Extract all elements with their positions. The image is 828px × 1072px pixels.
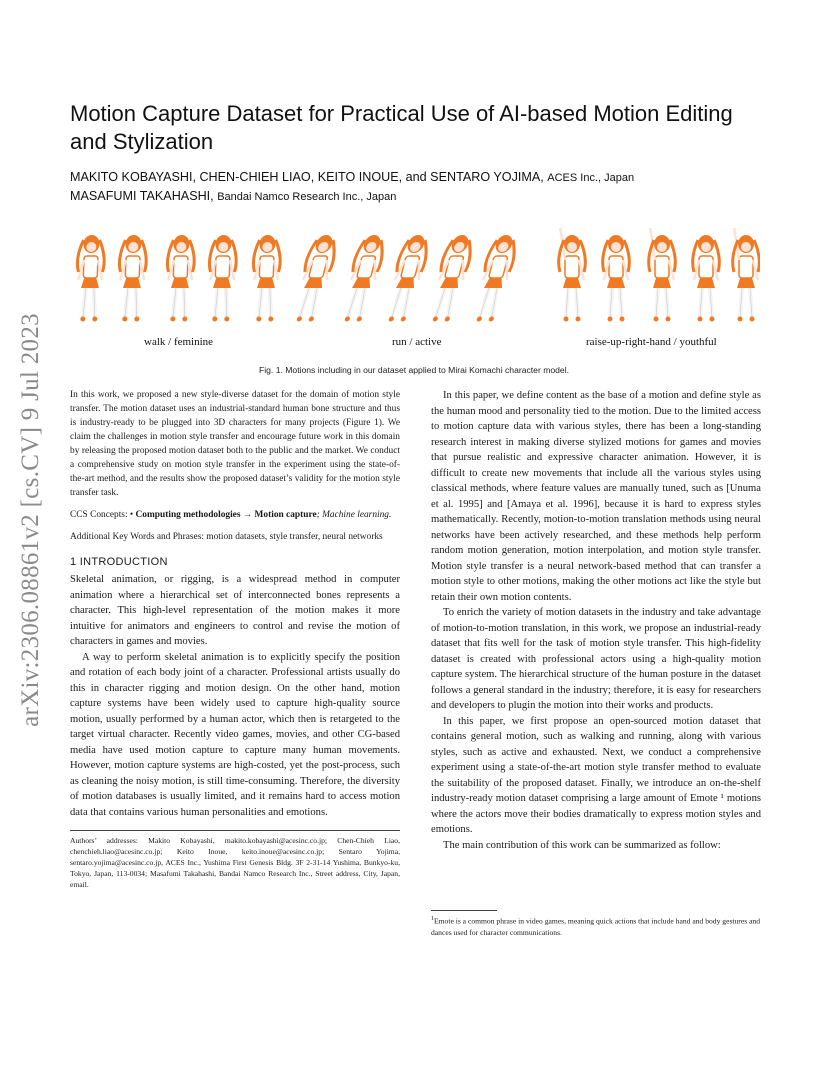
abstract: In this work, we proposed a new style-diverse dataset for the domain of motion style transfer. The motion dataset uses an industrial-standard human bone structure and thus is industry-ready to be plugged into 3D characters for many projects (Figure 1). We claim the challenges in motion style transfer and encourage future work in this domain by releasing the proposed motion dataset both to the public and the market. We conduct a comprehensive study on motion style transfer in the experiment using the state-of-the-art method, and the results show the proposed dataset’s validity for the motion style transfer task. bbox=[70, 390, 400, 498]
authors-address-footnote: Authors’ addresses: Makito Kobayashi, makito.kobayashi@acesinc.co.jp; Chen-Chieh Liao, chenchieh.liao@acesinc.co.jp; Keito Inoue, keito.inoue@acesinc.co.jp; Sentaro Yojima, sentaro.yojima@acesinc.co.jp, ACES Inc., Yushima First Genesis Bldg. 3F 2-31-14 Yushima, Bunkyo-ku, Tokyo, Japan, 113-0034; Masafumi Takahashi, Bandai Namco Research Inc., Street address, City, Japan, email. bbox=[70, 836, 400, 889]
walk-figure bbox=[207, 235, 237, 322]
footnote-divider bbox=[70, 830, 400, 831]
author-names-1: MAKITO KOBAYASHI, CHEN-CHIEH LIAO, KEITO INOUE, and SENTARO YOJIMA, bbox=[70, 170, 544, 184]
walk-figure bbox=[165, 235, 195, 322]
raise-hand-figure bbox=[693, 235, 720, 322]
ccs-prefix: CCS Concepts: • bbox=[70, 510, 136, 520]
figure-label-raise-hand: raise-up-right-hand / youthful bbox=[586, 336, 717, 348]
figure-illustration bbox=[70, 228, 760, 328]
figure-label-run: run / active bbox=[392, 336, 442, 348]
raise-hand-figure bbox=[603, 235, 630, 322]
affiliation-2: Bandai Namco Research Inc., Japan bbox=[217, 191, 397, 203]
intro-paragraph-2: A way to perform skeletal animation is to explicitly specify the position and rotation of each body joint of a character. Professional artists usually do this in character rigging and motion design. On the other hand, motion capture systems have been widely used to capture high-quality source motion, usually performed by a human actor, which then is retargeted to the target virtual character. Recently video games, movies, and other CG-based media have used motion capture to capture many human movements. However, motion capture systems are high-costed, yet the post-process, such as cleaning the noisy motion, is still time-consuming. Therefore, the diversity of motion databases is usually limited, and it remains hard to access motion data that contains various human personalities and emotions. bbox=[70, 651, 400, 818]
author-block bbox=[70, 168, 770, 206]
run-figure bbox=[427, 235, 475, 322]
arxiv-id: arXiv:2306.08861v2 [cs.CV] 9 Jul 2023 bbox=[17, 313, 44, 727]
run-figure bbox=[339, 235, 387, 322]
run-figure bbox=[291, 235, 339, 322]
affiliation-1: ACES Inc., Japan bbox=[547, 172, 635, 184]
raise-hand-figure bbox=[559, 228, 586, 322]
figure-label-walk: walk / feminine bbox=[144, 336, 214, 348]
ccs-bold: Computing methodologies → Motion capture bbox=[135, 510, 317, 520]
run-figure bbox=[471, 235, 519, 322]
right-column bbox=[431, 388, 761, 853]
footnote-mark: 1 bbox=[431, 916, 434, 922]
intro-paragraph-1: Skeletal animation, or rigging, is a widespread method in computer animation where a hierarchical set of interconnected bones represents a character. This high-level representation of the motion makes it more intuitive for animators and engineers to control and revise the motion of characters in games and movies. bbox=[70, 574, 400, 647]
right-paragraph-2: To enrich the variety of motion datasets in the industry and take advantage of motion-to-motion translation, in this work, we propose an industrial-ready dataset that fits well for the task of motion style transfer. This high-fidelity dataset is created with professional actors using a high-quality motion capture system. The hierarchical structure of the human posture in the dataset follows a general standard in the industry; therefore, it is easy for researchers and developers to plugin the motion into their works and products. bbox=[431, 607, 761, 711]
emote-footnote bbox=[431, 914, 761, 938]
ccs-concepts bbox=[70, 508, 400, 522]
right-paragraph-4: The main contribution of this work can be summarized as follow: bbox=[443, 839, 721, 851]
figure-1 bbox=[70, 228, 760, 328]
raise-hand-figure bbox=[649, 228, 676, 322]
right-paragraph-1: In this paper, we define content as the base of a motion and define style as the human mood and personality tied to the motion. Due to the limited access to motion capture data with various styles, there has been a long-standing research interest in making diverse stylized motions for games and movies that pursue realistic and expressive character animation. However, it is difficult to create new movements that include all the various styles using classical methods, where feature values are manually tuned, such as [Unuma et al. 1995] and [Amaya et al. 1996], because it is hard to express styles mathematically. Recently, motion-to-motion translation methods using neural networks have been actively researched, and these methods help perform random motion generation, motion interpolation, and motion style transfer. Motion style transfer is a neural network-based method that can transfer a motion style to other motions, making the other motions act like the style but retain their own motion contents. bbox=[431, 390, 761, 603]
ccs-italic: ; Machine learning. bbox=[316, 510, 392, 520]
section-heading: 1 INTRODUCTION bbox=[70, 556, 168, 568]
walk-figure bbox=[75, 235, 105, 322]
walk-figure bbox=[251, 235, 281, 322]
keywords: Additional Key Words and Phrases: motion datasets, style transfer, neural networks bbox=[70, 532, 383, 542]
figure-caption: Fig. 1. Motions including in our dataset applied to Mirai Komachi character model. bbox=[258, 365, 569, 375]
run-figure bbox=[383, 235, 431, 322]
right-paragraph-3: In this paper, we first propose an open-sourced motion dataset that contains general motion, such as walking and running, along with various styles, such as active and exhausted. Next, we conduct a comprehensive experiment using a state-of-the-art motion style transfer method to evaluate the suitability of the proposed dataset. Finally, we introduce an on-the-shelf industry-ready motion dataset comprising a large amount of Emote ¹ motions where the actors move their bodies dramatically to express motion styles and emotions. bbox=[431, 715, 761, 835]
figure-labels bbox=[70, 336, 760, 352]
walk-figure bbox=[117, 235, 147, 322]
paper-title: Motion Capture Dataset for Practical Use of AI-based Motion Editing and Stylization bbox=[70, 101, 733, 154]
footnote-divider-right bbox=[431, 910, 497, 911]
author-names-2: MASAFUMI TAKAHASHI, bbox=[70, 189, 214, 203]
raise-hand-figure bbox=[733, 228, 760, 322]
footnote-text: Emote is a common phrase in video games, meaning quick actions that include hand and body gestures and dances used for character communications. bbox=[431, 916, 761, 937]
left-column bbox=[70, 388, 400, 890]
